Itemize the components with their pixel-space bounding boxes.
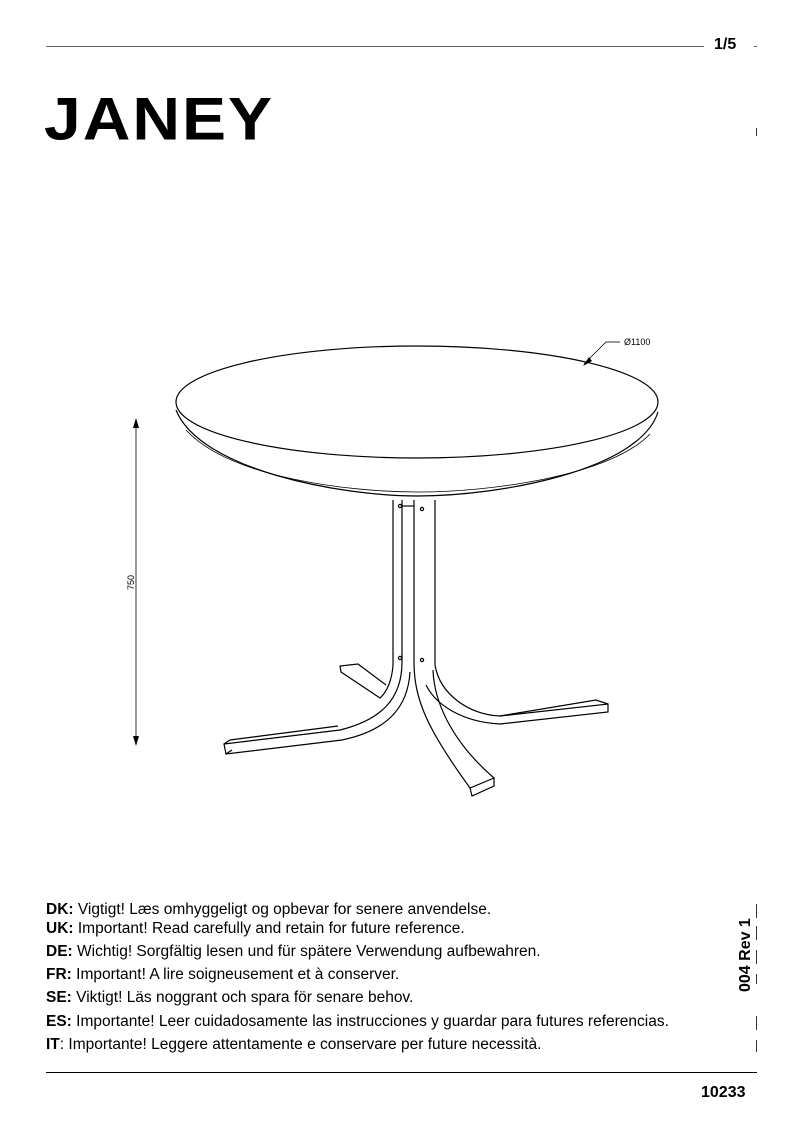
edge-mark	[756, 904, 757, 918]
edge-mark	[756, 1016, 757, 1030]
bottom-rule	[46, 1072, 757, 1073]
notice-line-it: IT: Importante! Leggere attentamente e conservare per future necessità.	[46, 1036, 542, 1053]
notice-line-se: SE: Viktigt! Läs noggrant och spara för senare behov.	[46, 989, 414, 1006]
leg-right	[426, 665, 608, 724]
diameter-label: Ø1100	[624, 337, 651, 347]
edge-mark	[756, 926, 757, 940]
notice-line-fr: FR: Important! A lire soigneusement et à conserver.	[46, 966, 400, 983]
leg-back-left	[340, 664, 393, 698]
edge-mark	[756, 974, 757, 984]
round-pedestal-table-drawing-icon	[176, 346, 658, 796]
edge-mark	[756, 128, 757, 136]
table-drawing	[0, 300, 802, 820]
revision-code: 004 Rev 1	[737, 918, 754, 992]
page-number: 1/5	[714, 36, 737, 53]
leg-front-left	[224, 662, 410, 754]
diameter-dimension	[583, 342, 620, 366]
leg-front-center	[414, 662, 494, 788]
pedestal-column	[393, 500, 435, 665]
top-rule	[46, 46, 704, 47]
edge-mark	[756, 1040, 757, 1052]
document-number: 10233	[701, 1084, 746, 1101]
height-label: 750	[126, 574, 136, 590]
notice-line-dk: DK: Vigtigt! Læs omhyggeligt og opbevar for senere anvendelse.	[46, 901, 492, 918]
notice-line-es: ES: Importante! Leer cuidadosamente las instrucciones y guardar para futures referencias.	[46, 1013, 669, 1030]
top-edge-mark	[754, 46, 757, 47]
product-title: JANEY	[44, 84, 275, 153]
edge-mark	[756, 950, 757, 964]
notice-line-de: DE: Wichtig! Sorgfältig lesen und für spätere Verwendung aufbewahren.	[46, 943, 541, 960]
notice-line-uk: UK: Important! Read carefully and retain for future reference.	[46, 920, 465, 937]
